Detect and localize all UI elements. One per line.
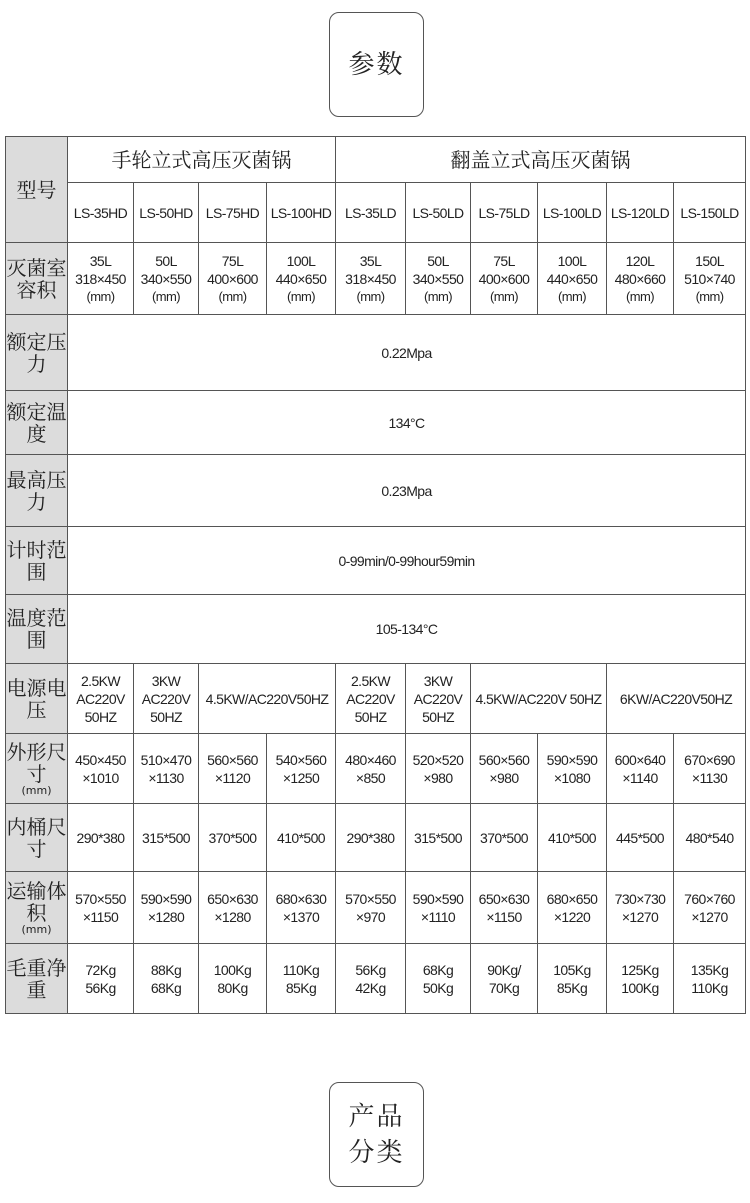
outer-size-l2: ×1010 <box>82 769 119 786</box>
inner-size-cell: 410*500 <box>267 804 336 872</box>
row-label-shipping <box>6 872 68 944</box>
chamber-unit: (mm) <box>287 288 315 304</box>
net-weight: 100Kg <box>621 979 659 996</box>
chamber-unit: (mm) <box>218 288 247 304</box>
chamber-volume: 75L <box>493 252 515 269</box>
weight-cell <box>674 944 746 1014</box>
inner-size-cell: 315*500 <box>134 804 199 872</box>
shipping-cell <box>406 872 471 944</box>
chamber-unit: (mm) <box>356 288 385 304</box>
outer-size-l2: ×1250 <box>282 769 320 786</box>
power-cell: 4.5KW/AC220V50HZ <box>199 664 336 734</box>
group-header-row <box>6 137 746 183</box>
outer-size-l2: ×1140 <box>622 769 658 786</box>
gross-weight: 72Kg <box>85 961 116 978</box>
gross-weight: 68Kg <box>422 961 454 978</box>
net-weight: 56Kg <box>85 979 116 996</box>
chamber-volume: 50L <box>427 252 449 269</box>
net-weight: 85Kg <box>285 979 317 996</box>
power-kw: 2.5KW <box>350 672 390 689</box>
inner-size-cell: 290*380 <box>68 804 134 872</box>
chamber-cell <box>607 243 674 315</box>
outer-size-l1: 670×690 <box>684 751 735 768</box>
shipping-cell <box>538 872 607 944</box>
weight-cell <box>336 944 406 1014</box>
inner-size-cell: 370*500 <box>199 804 267 872</box>
chamber-dim: 510×740 <box>684 270 735 287</box>
model-cell: LS-120LD <box>607 183 674 243</box>
shipping-l1: 650×630 <box>478 890 530 907</box>
outer-size-unit: (mm) <box>21 783 52 797</box>
weight-cell <box>68 944 134 1014</box>
outer-size-l2: ×1130 <box>148 769 184 786</box>
chamber-volume: 35L <box>359 252 382 269</box>
shipping-cell <box>471 872 538 944</box>
chamber-dim: 318×450 <box>75 270 126 287</box>
chamber-unit: (mm) <box>424 288 452 304</box>
row-label-temperature: 额定温度 <box>6 391 68 455</box>
gross-weight: 90Kg/ <box>487 961 521 978</box>
shipping-label: 运输体积 <box>6 878 67 925</box>
shipping-l1: 590×590 <box>412 890 464 907</box>
chamber-volume: 150L <box>695 252 724 269</box>
inner-size-cell: 445*500 <box>607 804 674 872</box>
section-title-text: 参数 <box>348 49 405 80</box>
chamber-cell <box>199 243 267 315</box>
chamber-row <box>6 243 746 315</box>
net-weight: 70Kg <box>488 979 520 996</box>
model-cell: LS-35LD <box>336 183 406 243</box>
pressure-value: 0.22Mpa <box>68 315 746 391</box>
model-cell: LS-35HD <box>68 183 134 243</box>
net-weight: 85Kg <box>556 979 588 996</box>
gross-weight: 110Kg <box>282 961 320 978</box>
outer-size-l1: 520×520 <box>412 751 464 768</box>
shipping-l2: ×1270 <box>691 908 728 925</box>
outer-size-label: 外形尺寸 <box>6 739 67 786</box>
shipping-l2: ×1270 <box>621 908 659 925</box>
power-hz: 50HZ <box>354 708 387 725</box>
weight-cell <box>471 944 538 1014</box>
temp-range-row <box>6 595 746 664</box>
chamber-cell <box>134 243 199 315</box>
shipping-cell <box>199 872 267 944</box>
shipping-l2: ×1280 <box>214 908 251 925</box>
outer-size-cell <box>336 734 406 804</box>
weight-cell <box>538 944 607 1014</box>
power-kw: 3KW <box>423 672 453 689</box>
chamber-dim: 400×600 <box>207 270 258 287</box>
chamber-volume: 35L <box>89 252 112 269</box>
row-label-model: 型号 <box>6 137 68 243</box>
inner-size-cell: 315*500 <box>406 804 471 872</box>
power-ac: AC220V <box>413 690 463 707</box>
chamber-cell <box>538 243 607 315</box>
section-title-parameters <box>329 12 424 117</box>
net-weight: 80Kg <box>217 979 248 996</box>
model-cell: LS-75LD <box>471 183 538 243</box>
chamber-dim: 318×450 <box>345 270 396 287</box>
outer-size-l1: 600×640 <box>614 751 666 768</box>
gross-weight: 125Kg <box>621 961 659 978</box>
power-ac: AC220V <box>346 690 395 707</box>
chamber-cell <box>68 243 134 315</box>
row-label-weight: 毛重净重 <box>6 944 68 1014</box>
inner-size-cell: 290*380 <box>336 804 406 872</box>
outer-size-l1: 450×450 <box>75 751 126 768</box>
inner-size-cell: 370*500 <box>471 804 538 872</box>
chamber-unit: (mm) <box>695 288 724 304</box>
timer-row <box>6 527 746 595</box>
power-cell: 4.5KW/AC220V 50HZ <box>471 664 607 734</box>
timer-value: 0-99min/0-99hour59min <box>68 527 746 595</box>
chamber-dim: 440×650 <box>275 270 327 287</box>
section-title-line1: 产品 <box>348 1101 405 1132</box>
power-hz: 50HZ <box>422 708 454 725</box>
outer-size-l1: 590×590 <box>546 751 598 768</box>
outer-size-l2: ×980 <box>489 769 519 786</box>
outer-size-l1: 560×560 <box>207 751 258 768</box>
inner-size-row <box>6 804 746 872</box>
outer-size-cell <box>134 734 199 804</box>
temperature-value: 134°C <box>68 391 746 455</box>
shipping-cell <box>68 872 134 944</box>
shipping-cell <box>267 872 336 944</box>
gross-weight: 100Kg <box>213 961 252 978</box>
gross-weight: 88Kg <box>150 961 182 978</box>
outer-size-l2: ×1120 <box>214 769 251 786</box>
outer-size-cell <box>607 734 674 804</box>
outer-size-row <box>6 734 746 804</box>
shipping-l1: 590×590 <box>140 890 192 907</box>
power-cell <box>134 664 199 734</box>
shipping-l2: ×1150 <box>486 908 522 925</box>
shipping-cell <box>134 872 199 944</box>
shipping-cell <box>336 872 406 944</box>
power-cell: 6KW/AC220V50HZ <box>607 664 746 734</box>
chamber-cell <box>471 243 538 315</box>
pressure-row <box>6 315 746 391</box>
chamber-unit: (mm) <box>152 288 180 304</box>
weight-cell <box>267 944 336 1014</box>
max-pressure-value: 0.23Mpa <box>68 455 746 527</box>
outer-size-l1: 540×560 <box>275 751 327 768</box>
shipping-l2: ×1150 <box>82 908 119 925</box>
shipping-l1: 760×760 <box>684 890 735 907</box>
chamber-volume: 100L <box>557 252 587 269</box>
row-label-chamber: 灭菌室容积 <box>6 243 68 315</box>
model-cell: LS-100LD <box>538 183 607 243</box>
shipping-l2: ×1280 <box>147 908 185 925</box>
row-label-max-pressure: 最高压力 <box>6 455 68 527</box>
outer-size-cell <box>471 734 538 804</box>
outer-size-l1: 510×470 <box>140 751 192 768</box>
shipping-l1: 730×730 <box>614 890 666 907</box>
model-cell: LS-75HD <box>199 183 267 243</box>
model-cell: LS-50LD <box>406 183 471 243</box>
power-cell <box>406 664 471 734</box>
chamber-dim: 440×650 <box>546 270 598 287</box>
chamber-unit: (mm) <box>558 288 586 304</box>
shipping-l1: 650×630 <box>207 890 258 907</box>
model-cell: LS-150LD <box>674 183 746 243</box>
power-hz: 50HZ <box>84 708 117 725</box>
outer-size-cell <box>674 734 746 804</box>
net-weight: 110Kg <box>691 979 728 996</box>
net-weight: 50Kg <box>422 979 454 996</box>
weight-cell <box>199 944 267 1014</box>
max-pressure-row <box>6 455 746 527</box>
shipping-l2: ×1370 <box>282 908 320 925</box>
weight-cell <box>607 944 674 1014</box>
shipping-cell <box>607 872 674 944</box>
weight-row <box>6 944 746 1014</box>
temp-range-value: 105-134°C <box>68 595 746 664</box>
chamber-dim: 340×550 <box>412 270 464 287</box>
chamber-dim: 400×600 <box>478 270 530 287</box>
chamber-unit: (mm) <box>626 288 654 304</box>
shipping-l1: 680×630 <box>275 890 327 907</box>
chamber-cell <box>336 243 406 315</box>
outer-size-l2: ×850 <box>355 769 386 786</box>
chamber-volume: 50L <box>155 252 177 269</box>
chamber-dim: 340×550 <box>140 270 192 287</box>
model-cell: LS-100HD <box>267 183 336 243</box>
shipping-l1: 680×650 <box>546 890 598 907</box>
outer-size-cell <box>267 734 336 804</box>
section-title-product-category <box>329 1082 424 1187</box>
shipping-l2: ×1220 <box>553 908 591 925</box>
power-ac: AC220V <box>141 690 191 707</box>
shipping-cell <box>674 872 746 944</box>
chamber-cell <box>674 243 746 315</box>
gross-weight: 135Kg <box>690 961 729 978</box>
section-title-line2: 分类 <box>348 1137 405 1168</box>
chamber-volume: 120L <box>625 252 655 269</box>
net-weight: 42Kg <box>355 979 386 996</box>
inner-size-cell: 480*540 <box>674 804 746 872</box>
row-label-timer: 计时范围 <box>6 527 68 595</box>
power-ac: AC220V <box>76 690 125 707</box>
group-handwheel: 手轮立式高压灭菌锅 <box>68 137 336 183</box>
row-label-pressure: 额定压力 <box>6 315 68 391</box>
shipping-unit: (mm) <box>21 922 52 936</box>
power-cell <box>68 664 134 734</box>
row-label-outer-size <box>6 734 68 804</box>
model-cell: LS-50HD <box>134 183 199 243</box>
chamber-volume: 100L <box>286 252 316 269</box>
shipping-row <box>6 872 746 944</box>
gross-weight: 56Kg <box>355 961 386 978</box>
power-cell <box>336 664 406 734</box>
shipping-l1: 570×550 <box>345 890 396 907</box>
spec-table <box>5 136 746 1014</box>
net-weight: 68Kg <box>150 979 182 996</box>
shipping-l2: ×1110 <box>420 908 456 925</box>
power-row <box>6 664 746 734</box>
chamber-unit: (mm) <box>490 288 518 304</box>
chamber-cell <box>267 243 336 315</box>
model-row <box>6 183 746 243</box>
row-label-inner-size: 内桶尺寸 <box>6 804 68 872</box>
row-label-power: 电源电压 <box>6 664 68 734</box>
outer-size-l1: 560×560 <box>478 751 530 768</box>
outer-size-l2: ×980 <box>423 769 453 786</box>
inner-size-cell: 410*500 <box>538 804 607 872</box>
gross-weight: 105Kg <box>553 961 591 978</box>
weight-cell <box>134 944 199 1014</box>
power-kw: 3KW <box>151 672 181 689</box>
group-flip-lid: 翻盖立式高压灭菌锅 <box>336 137 746 183</box>
outer-size-cell <box>199 734 267 804</box>
outer-size-l2: ×1130 <box>691 769 728 786</box>
chamber-volume: 75L <box>221 252 244 269</box>
outer-size-cell <box>406 734 471 804</box>
outer-size-l2: ×1080 <box>553 769 591 786</box>
power-hz: 50HZ <box>150 708 182 725</box>
outer-size-cell <box>68 734 134 804</box>
weight-cell <box>406 944 471 1014</box>
outer-size-cell <box>538 734 607 804</box>
shipping-l2: ×970 <box>355 908 386 925</box>
chamber-cell <box>406 243 471 315</box>
shipping-l1: 570×550 <box>75 890 126 907</box>
row-label-temp-range: 温度范围 <box>6 595 68 664</box>
power-kw: 2.5KW <box>80 672 120 689</box>
chamber-unit: (mm) <box>86 288 115 304</box>
outer-size-l1: 480×460 <box>345 751 396 768</box>
chamber-dim: 480×660 <box>614 270 666 287</box>
temperature-row <box>6 391 746 455</box>
